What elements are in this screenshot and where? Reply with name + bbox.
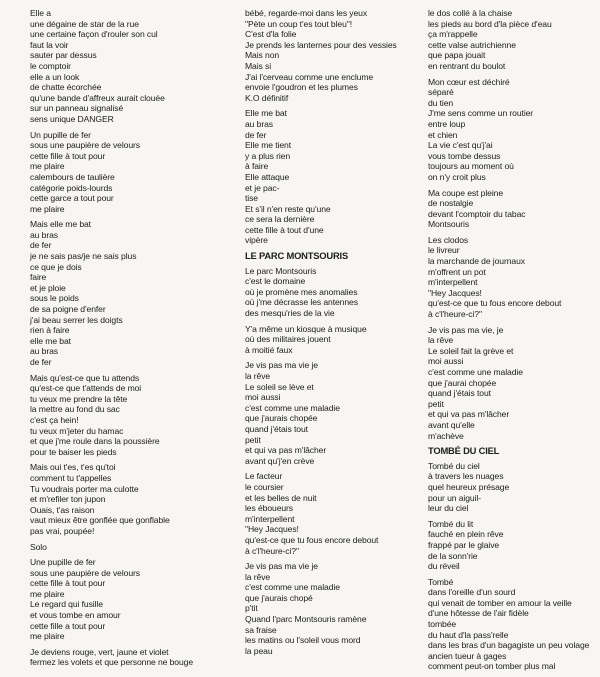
lyric-line: J'ai l'cerveau comme une enclume bbox=[245, 71, 374, 82]
lyric-line: Solo bbox=[30, 541, 47, 552]
lyric-line: Tombé du ciel bbox=[428, 460, 480, 471]
lyric-stanza bbox=[30, 557, 220, 642]
lyric-line: y a plus rien bbox=[245, 150, 291, 161]
lyric-line: Et s'il n'en reste qu'une bbox=[245, 203, 331, 214]
lyric-line: entre loup bbox=[428, 118, 466, 129]
lyric-line: séparé bbox=[428, 87, 454, 98]
lyric-line: le comptoir bbox=[30, 60, 71, 71]
lyric-line: moi aussi bbox=[428, 356, 464, 367]
lyric-line: dans l'oreille d'un sourd bbox=[428, 587, 516, 598]
lyric-line: bébé, regarde-moi dans les yeux bbox=[245, 8, 368, 18]
lyric-line: ce sera la dernière bbox=[245, 214, 315, 225]
lyric-line: et qui va pas m'lâcher bbox=[428, 409, 510, 420]
lyric-line: Elle a bbox=[30, 8, 51, 18]
lyric-line: du réveil bbox=[428, 561, 460, 572]
lyric-line: où je promène mes anomalies bbox=[245, 286, 358, 297]
lyric-stanza bbox=[428, 77, 598, 183]
lyric-line: ancien tueur à gages bbox=[428, 650, 507, 661]
lyric-line: que j'aurai chopée bbox=[428, 377, 497, 388]
lyric-line: la mettre au fond du sac bbox=[30, 404, 120, 415]
lyric-stanza bbox=[245, 266, 415, 319]
lyric-line: sous une paupière de velours bbox=[30, 140, 140, 151]
lyric-line: tise bbox=[245, 193, 258, 204]
lyric-line: qu'est-ce que tu fous encore debout bbox=[428, 298, 562, 309]
lyric-stanza bbox=[245, 561, 415, 656]
lyric-line: ça m'rappelle bbox=[428, 29, 478, 40]
lyric-line: c'est comme une maladie bbox=[428, 367, 523, 377]
lyric-stanza bbox=[30, 130, 220, 215]
lyric-line: sens unique DANGER bbox=[30, 113, 114, 124]
lyric-line: m'achève bbox=[428, 430, 464, 441]
lyric-line: cette fille à tout d'une bbox=[245, 224, 324, 235]
lyric-line: Un pupille de fer bbox=[30, 129, 91, 140]
lyric-line: qui venait de tomber en amour la veille bbox=[428, 597, 572, 608]
lyric-line: Mais elle me bat bbox=[30, 219, 91, 230]
lyric-line: et qui va pas m'lâcher bbox=[245, 445, 327, 456]
lyric-line: Le soleil se lève et bbox=[245, 381, 314, 392]
lyric-line: on n'y croit plus bbox=[428, 171, 486, 182]
lyric-stanza bbox=[245, 324, 415, 356]
lyric-line: au bras bbox=[30, 346, 58, 357]
lyric-line: Le parc Montsouris bbox=[245, 265, 317, 276]
lyric-line: me plaire bbox=[30, 203, 65, 214]
lyric-line: toujours au moment où bbox=[428, 161, 514, 172]
lyric-line: au bras bbox=[30, 229, 58, 240]
lyric-line: pas vrai, poupée! bbox=[30, 525, 95, 536]
lyric-line: leur du ciel bbox=[428, 503, 469, 514]
lyric-line: et chien bbox=[428, 129, 458, 140]
lyric-line: la rêve bbox=[245, 371, 271, 381]
lyric-line: la marchande de journaux bbox=[428, 256, 525, 267]
lyric-line: de chatte écorchée bbox=[30, 82, 102, 93]
lyric-line: fauché en plein rêve bbox=[428, 529, 504, 540]
lyric-stanza bbox=[30, 647, 220, 668]
lyric-line: qu'une bande d'affreux aurait clouée bbox=[30, 92, 165, 103]
lyric-line: c'est comme une maladie bbox=[245, 402, 340, 413]
lyric-line: fermez les volets et que personne ne bouge bbox=[30, 657, 194, 668]
lyric-line: catégorie poids-lourds bbox=[30, 182, 113, 193]
lyric-line: à faire bbox=[245, 161, 269, 172]
lyric-line: p'tit bbox=[245, 603, 258, 614]
lyric-line: et les belles de nuit bbox=[245, 492, 317, 503]
lyric-line: J'me sens comme un routier bbox=[428, 108, 534, 119]
lyric-line: de fer bbox=[30, 240, 52, 251]
lyric-line: Elle me bat bbox=[245, 108, 287, 119]
lyric-line: Quand l'parc Montsouris ramène bbox=[245, 614, 367, 625]
lyric-line: où des militaires jouent bbox=[245, 334, 331, 345]
lyric-line: me plaire bbox=[30, 161, 65, 172]
lyric-line: Ma coupe est pleine bbox=[428, 187, 504, 198]
lyric-stanza bbox=[245, 471, 415, 556]
lyric-line: Tu voudrais porter ma culotte bbox=[30, 483, 139, 494]
lyric-line: vaut mieux être gonflée que gonflable bbox=[30, 515, 170, 526]
lyric-line: et m'refiler ton jupon bbox=[30, 494, 106, 505]
lyric-line: sous le poids bbox=[30, 293, 79, 304]
lyric-line: c'est ça hein! bbox=[30, 414, 79, 425]
lyric-line: petit bbox=[428, 398, 444, 409]
lyric-line: les matins ou l'soleil vous mord bbox=[245, 635, 361, 646]
lyric-line: me plaire bbox=[30, 631, 65, 642]
lyric-line: qu'est-ce que t'attends de moi bbox=[30, 383, 142, 394]
lyric-line: envoie l'goudron et les plumes bbox=[245, 82, 358, 93]
lyric-line: tu veux me prendre la tête bbox=[30, 393, 128, 404]
lyric-line: sur un panneau signalisé bbox=[30, 103, 124, 114]
lyric-line: au bras bbox=[245, 118, 273, 129]
lyric-line: "Pète un coup t'es tout bleu"! bbox=[245, 18, 352, 29]
lyric-line: Les clodos bbox=[428, 234, 469, 245]
lyrics-column-3 bbox=[428, 8, 598, 677]
lyric-stanza bbox=[245, 108, 415, 246]
lyric-line: Le facteur bbox=[245, 471, 283, 482]
lyric-line: à moitié faux bbox=[245, 344, 293, 355]
lyric-line: quel heureux présage bbox=[428, 481, 510, 492]
lyric-line: cette fille a tout pour bbox=[30, 620, 106, 631]
lyric-line: pour un aiguil- bbox=[428, 492, 481, 503]
lyric-line: qu'est-ce que tu fous encore debout bbox=[245, 534, 379, 545]
lyric-line: Mais si bbox=[245, 60, 272, 71]
lyric-line: Je vis pas ma vie je bbox=[245, 561, 318, 572]
lyric-stanza bbox=[30, 542, 220, 553]
lyric-line: avant qu'j'en crève bbox=[245, 455, 315, 466]
lyric-line: le coursier bbox=[245, 481, 284, 492]
lyrics-column-2 bbox=[245, 8, 415, 661]
lyric-stanza bbox=[428, 325, 598, 442]
lyric-line: Elle me tient bbox=[245, 140, 291, 151]
lyric-line: Le regard qui fusille bbox=[30, 599, 103, 610]
lyric-line: Le soleil fait la grève et bbox=[428, 345, 514, 356]
lyric-line: elle me bat bbox=[30, 335, 71, 346]
lyric-line: petit bbox=[245, 434, 261, 445]
lyric-line: une certaine façon d'rouler son cul bbox=[30, 29, 158, 40]
lyric-line: je ne sais pas/je ne sais plus bbox=[30, 251, 137, 262]
lyric-line: cette valse autrichienne bbox=[428, 39, 516, 50]
lyric-stanza bbox=[428, 188, 598, 230]
lyric-line: la rêve bbox=[245, 571, 271, 582]
lyrics-column-1 bbox=[30, 8, 220, 673]
lyric-stanza bbox=[30, 8, 220, 125]
lyric-line: le livreur bbox=[428, 245, 460, 256]
lyric-line: de nostalgie bbox=[428, 198, 474, 209]
lyric-line: devant l'comptoir du tabac bbox=[428, 208, 526, 219]
lyric-line: des mesqu'ries de la vie bbox=[245, 308, 335, 319]
lyric-stanza bbox=[428, 461, 598, 514]
lyric-line: la peau bbox=[245, 645, 273, 656]
lyric-line: Je deviens rouge, vert, jaune et violet bbox=[30, 646, 169, 657]
lyric-line: elle a un look bbox=[30, 71, 80, 82]
lyric-line: "Hey Jacques! bbox=[428, 287, 482, 298]
lyric-line: sa fraise bbox=[245, 624, 277, 635]
song-title: LE PARC MONTSOURIS bbox=[245, 250, 348, 262]
lyric-line: Elle attaque bbox=[245, 171, 290, 182]
lyric-line: avant qu'elle bbox=[428, 419, 475, 430]
lyric-line: La vie c'est qu'j'ai bbox=[428, 140, 493, 151]
lyric-line: du haut d'la pass'relle bbox=[428, 629, 509, 640]
lyric-line: me plaire bbox=[30, 588, 65, 599]
lyric-line: Je vis pas ma vie, je bbox=[428, 324, 504, 335]
lyric-stanza bbox=[30, 219, 220, 367]
lyric-stanza bbox=[245, 8, 415, 103]
lyric-line: Mais non bbox=[245, 50, 280, 61]
lyric-line: frappé par le glaive bbox=[428, 539, 500, 550]
lyric-line: les pieds au bord d'la pièce d'eau bbox=[428, 18, 552, 29]
lyric-stanza bbox=[428, 8, 598, 72]
lyric-line: et je pac- bbox=[245, 182, 280, 193]
lyric-line: "Hey Jacques! bbox=[245, 524, 299, 535]
lyric-line: comment peut-on tomber plus mal bbox=[428, 661, 556, 672]
lyric-line: tombée bbox=[428, 619, 457, 630]
lyric-stanza bbox=[30, 462, 220, 536]
lyric-line: Mais qu'est-ce que tu attends bbox=[30, 372, 140, 383]
lyric-line: c'est le domaine bbox=[245, 276, 306, 287]
lyric-line: Mon cœur est déchiré bbox=[428, 76, 510, 87]
lyric-line: que j'aurais chopée bbox=[245, 413, 318, 424]
lyric-line: de la sonn'rie bbox=[428, 550, 478, 561]
lyric-line: à c'l'heure-ci?" bbox=[245, 545, 299, 556]
lyric-line: tu veux m'jeter du hamac bbox=[30, 425, 124, 436]
lyric-line: de fer bbox=[245, 129, 267, 140]
lyric-line: à travers les nuages bbox=[428, 471, 504, 482]
lyric-line: le dos collé à la chaise bbox=[428, 8, 513, 18]
lyric-line: en rentrant du boulot bbox=[428, 60, 506, 71]
lyric-line: calembours de taulière bbox=[30, 171, 115, 182]
lyric-line: ce que je dois bbox=[30, 261, 82, 272]
lyric-stanza bbox=[30, 373, 220, 458]
lyric-line: j'ai beau serrer les doigts bbox=[30, 314, 123, 325]
lyric-line: comment tu t'appelles bbox=[30, 472, 112, 483]
lyric-line: vipère bbox=[245, 235, 268, 246]
lyric-line: dans les bras d'un bagagiste un peu volage bbox=[428, 640, 590, 651]
lyric-line: Mais oui t'es, t'es qu'toi bbox=[30, 462, 116, 473]
lyric-line: Ouais, t'as raison bbox=[30, 504, 95, 515]
lyric-line: cette fille à tout pour bbox=[30, 150, 106, 161]
lyric-line: sauter par dessus bbox=[30, 50, 97, 61]
lyric-line: quand j'étais tout bbox=[428, 388, 491, 399]
lyric-line: vous tombe dessus bbox=[428, 150, 501, 161]
lyric-line: du tien bbox=[428, 97, 454, 108]
lyric-line: cette fille à tout pour bbox=[30, 578, 106, 589]
lyric-line: une dégaine de star de la rue bbox=[30, 18, 139, 29]
lyric-line: faire bbox=[30, 272, 47, 283]
lyric-stanza bbox=[428, 519, 598, 572]
lyric-line: et vous tombe en amour bbox=[30, 610, 121, 621]
lyric-line: la rêve bbox=[428, 335, 454, 346]
lyric-line: m'offrent un pot bbox=[428, 266, 486, 277]
lyric-line: que j'aurais chopé bbox=[245, 592, 313, 603]
lyric-line: Tombé bbox=[428, 576, 454, 587]
lyric-line: que papa jouait bbox=[428, 50, 486, 61]
lyric-line: Y'a même un kiosque à musique bbox=[245, 323, 367, 334]
lyric-line: de fer bbox=[30, 357, 52, 367]
lyric-line: pour te baiser les pieds bbox=[30, 446, 117, 457]
lyric-line: Tombé du lit bbox=[428, 518, 474, 529]
lyric-line: d'une hôtesse de l'air fidèle bbox=[428, 608, 529, 619]
lyric-line: et que j'me roule dans la poussière bbox=[30, 436, 160, 447]
lyric-line: à c'l'heure-ci?" bbox=[428, 309, 482, 320]
lyric-line: m'interpellent bbox=[245, 513, 295, 524]
lyric-line: rien à faire bbox=[30, 325, 70, 336]
lyric-stanza bbox=[428, 235, 598, 320]
lyric-line: Montsouris bbox=[428, 219, 470, 230]
lyric-line: C'est d'la folie bbox=[245, 29, 297, 40]
lyric-line: moi aussi bbox=[245, 392, 281, 403]
song-title: TOMBÉ DU CIEL bbox=[428, 445, 500, 457]
lyric-line: sous une paupière de velours bbox=[30, 567, 140, 578]
lyric-line: K.O définitif bbox=[245, 92, 289, 103]
lyric-line: et je ploie bbox=[30, 282, 66, 293]
lyric-line: faut la voir bbox=[30, 39, 69, 50]
lyric-stanza bbox=[245, 360, 415, 466]
lyric-line: de sa poigne d'enfer bbox=[30, 304, 106, 315]
lyric-line: cette garce a tout pour bbox=[30, 193, 114, 204]
lyric-line: les éboueurs bbox=[245, 503, 294, 514]
lyric-line: Je vis pas ma vie je bbox=[245, 360, 318, 371]
lyric-line: c'est comme une maladie bbox=[245, 582, 340, 593]
lyric-line: Je prends les lanternes pour des vessies bbox=[245, 39, 397, 50]
lyric-line: où j'me décrasse les antennes bbox=[245, 297, 358, 308]
lyric-line: quand j'étais tout bbox=[245, 423, 308, 434]
lyric-line: Une pupille de fer bbox=[30, 557, 96, 568]
lyric-line: m'interpellent bbox=[428, 277, 478, 288]
